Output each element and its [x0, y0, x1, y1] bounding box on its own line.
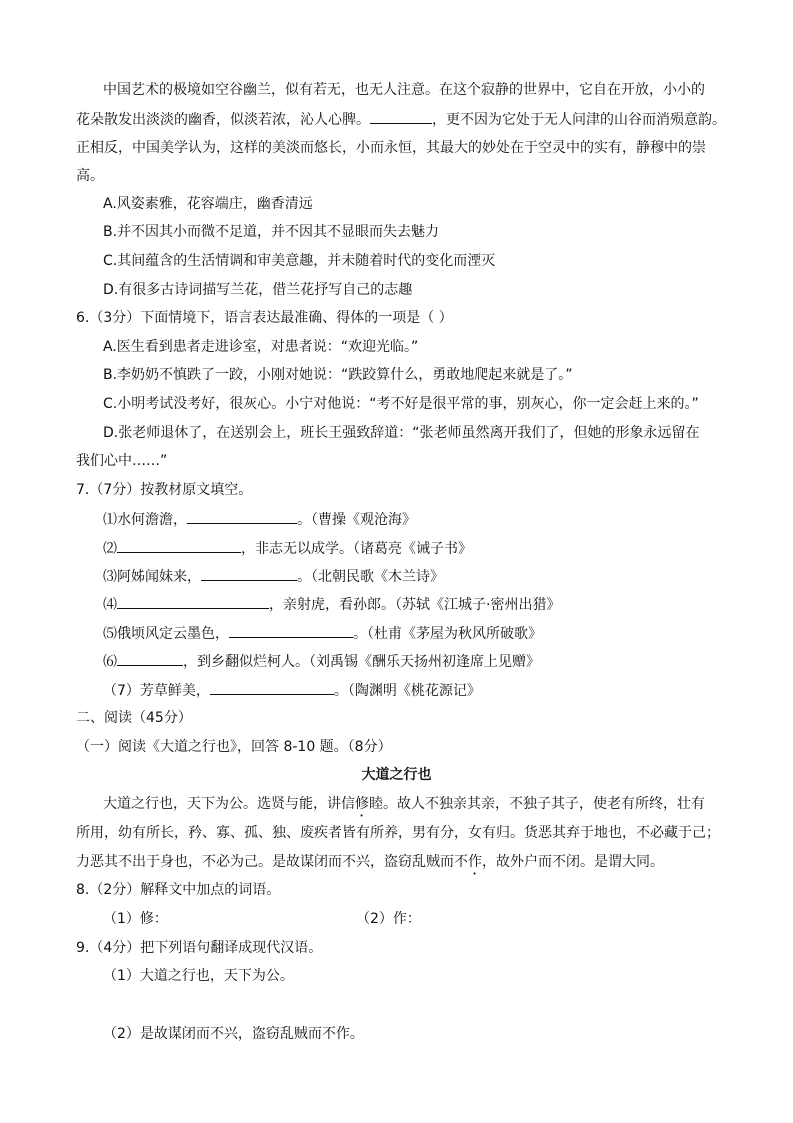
item-text: ，到乡翻似烂柯人。（刘禹锡《酬乐天扬州初逢席上见赠》: [183, 654, 540, 670]
q9-item-2: （2）是故谋闭而不兴，盗窃乱贼而不作。: [103, 1026, 364, 1042]
answer-blank: [201, 566, 297, 581]
item-text: ⑵: [103, 541, 117, 557]
section-2-heading: 二、阅读（45分）: [76, 710, 192, 726]
dotted-word: 作: [468, 854, 482, 870]
answer-blank: [187, 509, 297, 524]
passage-line-4: 高。: [76, 168, 104, 184]
answer-blank: [210, 680, 334, 695]
text-span: 力恶其不出于身也，不必为己。是故谋闭而不兴，盗窃乱贼而不: [76, 854, 468, 870]
q9-item-1: （1）大道之行也，天下为公。: [103, 968, 294, 984]
text-line-1: [103, 794, 705, 814]
q7-item-2: [103, 538, 472, 558]
q5-option-d: D.有很多古诗词描写兰花，借兰花抒写自己的志趣: [103, 282, 413, 298]
q6-option-d-cont: 我们心中……”: [76, 453, 168, 469]
q6-option-a: A.医生看到患者走进诊室，对患者说：“欢迎光临。”: [103, 339, 419, 355]
q7-stem: 7.（7分）按教材原文填空。: [76, 482, 253, 498]
q7-item-7: [103, 680, 481, 700]
dotted-word: 修: [355, 796, 369, 812]
item-text: ⑴水何澹澹，: [103, 512, 187, 528]
q8-item-1: （1）修：: [103, 911, 168, 927]
item-text: ⑷: [103, 597, 117, 613]
q9-stem: 9.（4分）把下列语句翻译成现代汉语。: [76, 940, 323, 956]
passage-line-3: 正相反，中国美学认为，这样的美淡而悠长，小而永恒，其最大的妙处在于空灵中的实有，静穆中的崇: [76, 140, 706, 156]
text-title: 大道之行也: [361, 767, 432, 783]
section-2-subheading: （一）阅读《大道之行也》，回答 8-10 题。（8分）: [76, 739, 392, 755]
passage-line-1: 中国艺术的极境如空谷幽兰，似有若无，也无人注意。在这个寂静的世界中，它自在开放，小小的: [103, 82, 705, 98]
answer-blank: [229, 623, 353, 638]
item-text: 。（杜甫《茅屋为秋风所破歌》: [353, 626, 542, 642]
q6-option-d: D.张老师退休了，在送别会上，班长王强致辞道：“张老师虽然离开我们了，但她的形象永远留在: [103, 425, 700, 441]
item-text: ，非志无以成学。（诸葛亮《诫子书》: [241, 541, 472, 557]
item-text: 。（北朝民歌《木兰诗》: [297, 569, 444, 585]
q5-option-c: C.其间蕴含的生活情调和审美意趣，并未随着时代的变化而湮灭: [103, 253, 496, 269]
q7-item-3: [103, 566, 444, 586]
q6-option-c: C.小明考试没考好，很灰心。小宁对他说：“考不好是很平常的事，别灰心，你一定会赶上来的。”: [103, 396, 699, 412]
answer-blank: [117, 594, 269, 609]
text-span: 大道之行也，天下为公。选贤与能，讲信: [103, 796, 355, 812]
q7-item-1: [103, 509, 416, 529]
text-line-2: 所用，幼有所长，矜、寡、孤、独、废疾者皆有所养，男有分，女有归。货恶其弃于地也，不必藏于己；: [76, 825, 720, 841]
text-span: 睦。故人不独亲其亲，不独子其子，使老有所终，壮有: [369, 796, 705, 812]
q6-stem: 6.（3分）下面情境下，语言表达最准确、得体的一项是（ ）: [76, 310, 453, 326]
item-text: ⑹: [103, 654, 117, 670]
passage-text: 花朵散发出淡淡的幽香，似淡若浓，沁人心脾。: [76, 112, 370, 128]
q8-stem: 8.（2分）解释文中加点的词语。: [76, 882, 281, 898]
answer-blank: [370, 109, 432, 124]
q5-option-b: B.并不因其小而微不足道，并不因其不显眼而失去魅力: [103, 224, 440, 240]
q5-option-a: A.风姿素雅，花容端庄，幽香清远: [103, 196, 313, 212]
passage-line-2: [76, 109, 726, 129]
item-text: ⑸俄顷风定云墨色，: [103, 626, 229, 642]
text-line-3: [76, 852, 664, 872]
item-text: （7）芳草鲜美，: [103, 683, 210, 699]
item-text: ⑶阿姊闻妹来，: [103, 569, 201, 585]
text-span: ，故外户而不闭。是谓大同。: [482, 854, 664, 870]
q7-item-6: [103, 651, 540, 671]
item-text: 。（陶渊明《桃花源记》: [333, 683, 481, 699]
answer-blank: [117, 651, 183, 666]
passage-text: ，更不因为它处于无人问津的山谷而消殒意韵。: [432, 112, 726, 128]
answer-blank: [117, 538, 241, 553]
q7-item-5: [103, 623, 542, 643]
q8-item-2: （2）作：: [356, 911, 421, 927]
item-text: ，亲射虎，看孙郎。（苏轼《江城子·密州出猎》: [269, 597, 561, 613]
q7-item-4: [103, 594, 560, 614]
q6-option-b: B.李奶奶不慎跌了一跤，小刚对她说：“跌跤算什么，勇敢地爬起来就是了。”: [103, 367, 573, 383]
item-text: 。（曹操《观沧海》: [297, 512, 416, 528]
